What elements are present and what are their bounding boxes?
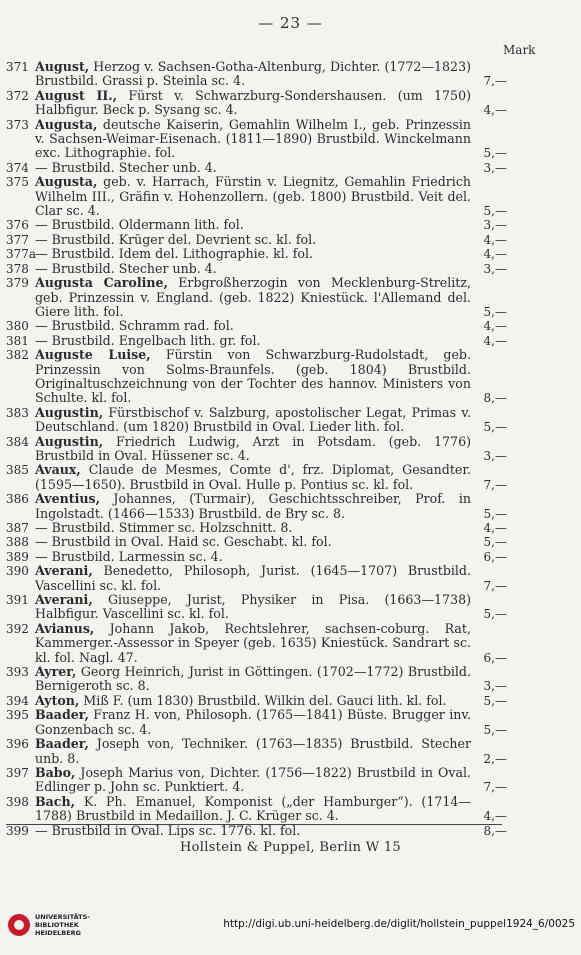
entry-price: 5,— xyxy=(483,304,507,319)
entry-description xyxy=(35,118,471,161)
entry-name: Augustin, xyxy=(35,433,104,449)
catalog-entry xyxy=(0,319,581,333)
entry-price: 4,— xyxy=(483,333,507,348)
entry-description xyxy=(35,535,471,549)
entry-description xyxy=(35,665,471,694)
entry-number: 384 xyxy=(6,434,29,449)
entry-number: 374 xyxy=(6,160,29,175)
entry-text: Claude de Mesmes, Comte d', frz. Diplomat, Gesandter. (1595—1650). Brustbild in Oval. Hulle p. Pontius sc. kl. fol. xyxy=(35,462,471,492)
entry-name: Ayton, xyxy=(35,692,80,708)
catalog-entry xyxy=(0,435,581,464)
entry-name: Aventius, xyxy=(35,491,100,507)
catalog-entry xyxy=(0,521,581,535)
catalog-entry xyxy=(0,824,581,838)
entry-price: 5,— xyxy=(483,204,507,219)
entry-price: 5,— xyxy=(483,146,507,161)
catalog-entry xyxy=(0,492,581,521)
entry-text: Benedetto, Philosoph, Jurist. (1645—1707) Brustbild. Vascellini sc. kl. fol. xyxy=(35,563,472,593)
entry-text: Georg Heinrich, Jurist in Göttingen. (1702—1772) Brustbild. Bernigeroth sc. 8. xyxy=(35,664,471,694)
catalog-entry xyxy=(0,161,581,175)
seal-icon xyxy=(8,914,30,936)
entry-description xyxy=(35,564,471,593)
entry-text: — Brustbild. Stimmer sc. Holzschnitt. 8. xyxy=(35,520,293,535)
entry-text: — Brustbild. Krüger del. Devrient sc. kl. fol. xyxy=(35,231,317,247)
price-column-heading: Mark xyxy=(503,43,536,57)
entry-price: 4,— xyxy=(483,103,507,118)
entry-number: 380 xyxy=(6,319,29,334)
entry-price: 5,— xyxy=(483,607,507,622)
entry-price: 5,— xyxy=(483,420,507,435)
catalog-entry xyxy=(0,247,581,261)
library-logo xyxy=(8,912,158,942)
catalog-entry xyxy=(0,708,581,737)
entry-name: Bach, xyxy=(35,793,76,809)
entry-description xyxy=(35,233,471,247)
entry-description xyxy=(35,247,471,261)
catalog-entry xyxy=(0,463,581,492)
entry-price: 4,— xyxy=(483,521,507,535)
entry-text: — Brustbild in Oval. Lips sc. 1776. kl. fol. xyxy=(35,822,301,838)
entry-price: 3,— xyxy=(483,448,507,463)
entry-text: Erbgroßherzogin von Mecklenburg-Strelitz, geb. Prinzessin v. England. (geb. 1822) Kniestück. l'Allemand del. Giere lith. fol. xyxy=(35,275,471,319)
entry-number: 382 xyxy=(6,348,29,363)
entry-number: 391 xyxy=(6,593,29,608)
entry-text: geb. v. Harrach, Fürstin v. Liegnitz, Gemahlin Friedrich Wilhelm III., Gräfin v. Hohenzollern. (geb. 1800) Brustbild. Veit del. Clar sc. 4. xyxy=(35,174,471,219)
entry-text: Fürst v. Schwarzburg-Sondershausen. (um 1750) Halbfigur. Beck p. Sysang sc. 4. xyxy=(35,87,471,118)
catalog-entry xyxy=(0,218,581,232)
entry-description xyxy=(35,550,471,564)
entry-text: Friedrich Ludwig, Arzt in Potsdam. (geb. 1776) Brustbild in Oval. Hüssener sc. 4. xyxy=(35,433,471,463)
entry-text: — Brustbild. Oldermann lith. fol. xyxy=(35,217,244,233)
catalog-entry xyxy=(0,795,581,824)
entry-price: 8,— xyxy=(483,823,507,838)
entry-number: 386 xyxy=(6,492,29,507)
catalog-entry xyxy=(0,665,581,694)
entry-description xyxy=(35,406,471,435)
catalog-entry xyxy=(0,89,581,118)
entry-price: 4,— xyxy=(483,319,507,334)
entry-text: — Brustbild. Idem del. Lithographie. kl. fol. xyxy=(35,246,314,262)
entry-text: deutsche Kaiserin, Gemahlin Wilhelm I., geb. Prinzessin v. Sachsen-Weimar-Eisenach. (1811—1890) Brustbild. Winckelmann exc. Lithographie. fol. xyxy=(35,116,471,161)
entry-description xyxy=(35,795,471,824)
entry-description xyxy=(35,521,471,535)
entry-price: 3,— xyxy=(483,218,507,233)
entry-price: 4,— xyxy=(483,247,507,262)
entry-number: 394 xyxy=(6,693,29,708)
entry-number: 371 xyxy=(6,60,29,74)
entry-description xyxy=(35,89,471,118)
entry-description xyxy=(35,161,471,175)
entry-name: Averani, xyxy=(35,592,93,608)
entry-description xyxy=(35,276,471,319)
entry-number: 399 xyxy=(6,823,29,838)
entry-description xyxy=(35,708,471,737)
catalog-entry xyxy=(0,535,581,549)
entry-description xyxy=(35,60,471,89)
entry-text: — Brustbild. Engelbach lith. gr. fol. xyxy=(35,332,261,348)
entry-text: K. Ph. Emanuel, Komponist („der Hamburger“). (1714—1788) Brustbild in Medaillon. J. C. Krüger sc. 4. xyxy=(35,793,471,824)
catalog-entry xyxy=(0,737,581,766)
entry-price: 7,— xyxy=(483,74,507,89)
entry-price: 4,— xyxy=(483,809,507,824)
entry-price: 8,— xyxy=(483,391,507,406)
entry-price: 5,— xyxy=(483,506,507,521)
entry-number: 376 xyxy=(6,218,29,233)
source-url-link[interactable]: http://digi.ub.uni-heidelberg.de/diglit/hollstein_puppel1924_6/0025 xyxy=(223,918,575,930)
entry-text: — Brustbild in Oval. Haid sc. Geschabt. kl. fol. xyxy=(35,534,332,550)
catalog-entry xyxy=(0,262,581,276)
entry-number: 389 xyxy=(6,549,29,564)
entry-number: 377a xyxy=(6,247,37,262)
entry-number: 398 xyxy=(6,794,29,809)
catalog-entry xyxy=(0,593,581,622)
entry-name: Avaux, xyxy=(35,462,81,478)
entry-price: 3,— xyxy=(483,679,507,694)
entry-price: 3,— xyxy=(483,160,507,175)
catalog-entry xyxy=(0,60,581,89)
catalog-entry xyxy=(0,334,581,348)
entry-description xyxy=(35,766,471,795)
entry-number: 383 xyxy=(6,405,29,420)
catalog-entry xyxy=(0,766,581,795)
entry-name: Augusta Caroline, xyxy=(35,275,168,291)
entry-number: 397 xyxy=(6,765,29,780)
catalog-entry xyxy=(0,694,581,708)
entry-name: Avianus, xyxy=(35,620,95,636)
entry-name: Baader, xyxy=(35,707,89,723)
catalog-entry xyxy=(0,233,581,247)
entry-price: 5,— xyxy=(483,535,507,550)
entry-description xyxy=(35,348,471,406)
entry-price: 5,— xyxy=(483,722,507,737)
catalog-entry xyxy=(0,348,581,406)
entry-price: 6,— xyxy=(483,650,507,665)
entry-number: 377 xyxy=(6,232,29,247)
catalog-entry xyxy=(0,175,581,218)
entry-number: 388 xyxy=(6,535,29,550)
entry-name: Baader, xyxy=(35,736,89,752)
entry-description xyxy=(35,737,471,766)
entry-price: 7,— xyxy=(483,780,507,795)
entry-number: 379 xyxy=(6,276,29,291)
entry-text: — Brustbild. Schramm rad. fol. xyxy=(35,318,234,334)
entry-name: August, xyxy=(35,59,90,74)
entry-number: 390 xyxy=(6,564,29,579)
catalog-entry xyxy=(0,564,581,593)
entry-number: 393 xyxy=(6,665,29,680)
entry-price: 4,— xyxy=(483,232,507,247)
entry-number: 372 xyxy=(6,88,29,103)
entry-description xyxy=(35,824,471,838)
entry-price: 2,— xyxy=(483,751,507,766)
entry-text: Miß F. (um 1830) Brustbild. Wilkin del. Gauci lith. kl. fol. xyxy=(83,692,447,708)
entry-description xyxy=(35,435,471,464)
entry-text: Fürstin von Schwarzburg-Rudolstadt, geb. Prinzessin von Solms-Braunfels. (geb. 1804) Brustbild. Originaltuschzeichnung von der Tochter des hannov. Ministers von Schulte. kl. fol. xyxy=(35,347,471,406)
entry-price: 5,— xyxy=(483,693,507,708)
entry-number: 378 xyxy=(6,261,29,276)
catalog-entry xyxy=(0,622,581,665)
entry-description xyxy=(35,694,471,708)
catalog-entry xyxy=(0,406,581,435)
publisher-line: Hollstein & Puppel, Berlin W 15 xyxy=(180,840,401,855)
entry-text: Herzog v. Sachsen-Gotha-Altenburg, Dichter. (1772—1823) Brustbild. Grassi p. Steinla sc. 4. xyxy=(35,59,472,89)
entry-name: Augusta, xyxy=(35,174,98,190)
entry-number: 396 xyxy=(6,737,29,752)
entry-name: Auguste Luise, xyxy=(35,347,151,363)
entry-text: — Brustbild. Stecher unb. 4. xyxy=(35,260,217,276)
entry-number: 392 xyxy=(6,621,29,636)
footer-rule xyxy=(6,824,502,825)
entry-text: Johannes, (Turmair), Geschichtsschreiber, Prof. in Ingolstadt. (1466—1533) Brustbild. de Bry sc. 8. xyxy=(35,491,471,521)
catalog-entry xyxy=(0,118,581,161)
entry-name: Augustin, xyxy=(35,404,104,420)
entry-description xyxy=(35,492,471,521)
entry-description xyxy=(35,593,471,622)
entry-description xyxy=(35,463,471,492)
entry-text: Joseph Marius von, Dichter. (1756—1822) Brustbild in Oval. Edlinger p. John sc. Punktiert. 4. xyxy=(35,764,471,795)
entry-text: Franz H. von, Philosoph. (1765—1841) Büste. Brugger inv. Gonzenbach sc. 4. xyxy=(35,707,471,737)
entry-name: Ayrer, xyxy=(35,664,77,680)
entry-text: Johann Jakob, Rechtslehrer, sachsen-coburg. Rat, Kammerger.-Assessor in Speyer (geb. 1635) Kniestück. Sandrart sc. kl. fol. Nagl. 47. xyxy=(35,620,471,665)
entry-number: 385 xyxy=(6,463,29,478)
entry-number: 395 xyxy=(6,708,29,723)
entry-text: — Brustbild. Larmessin sc. 4. xyxy=(35,548,223,564)
entry-price: 7,— xyxy=(483,578,507,593)
entry-text: — Brustbild. Stecher unb. 4. xyxy=(35,159,217,175)
entry-price: 3,— xyxy=(483,261,507,276)
entry-text: Joseph von, Techniker. (1763—1835) Brustbild. Stecher unb. 8. xyxy=(35,736,471,766)
catalog-entry xyxy=(0,276,581,319)
entry-description xyxy=(35,319,471,333)
entry-description xyxy=(35,218,471,232)
catalog-entry-list xyxy=(0,60,581,838)
entry-description xyxy=(35,262,471,276)
entry-number: 381 xyxy=(6,333,29,348)
entry-text: Giuseppe, Jurist, Physiker in Pisa. (1663—1738) Halbfigur. Vascellini sc. kl. fol. xyxy=(35,592,472,622)
entry-name: Averani, xyxy=(35,563,93,579)
entry-text: Fürstbischof v. Salzburg, apostolischer Legat, Primas v. Deutschland. (um 1820) Brustbild in Oval. Lieder lith. fol. xyxy=(35,404,471,435)
catalog-entry xyxy=(0,550,581,564)
entry-description xyxy=(35,622,471,665)
entry-number: 387 xyxy=(6,521,29,535)
entry-name: Augusta, xyxy=(35,116,98,132)
page-number: — 23 — xyxy=(258,14,323,32)
entry-price: 7,— xyxy=(483,477,507,492)
entry-name: Babo, xyxy=(35,764,76,780)
library-logo-text: UNIVERSITÄTS- BIBLIOTHEK HEIDELBERG xyxy=(35,913,90,937)
entry-description xyxy=(35,175,471,218)
entry-name: August II., xyxy=(35,87,118,103)
entry-number: 375 xyxy=(6,175,29,190)
entry-number: 373 xyxy=(6,117,29,132)
entry-description xyxy=(35,334,471,348)
entry-price: 6,— xyxy=(483,549,507,564)
